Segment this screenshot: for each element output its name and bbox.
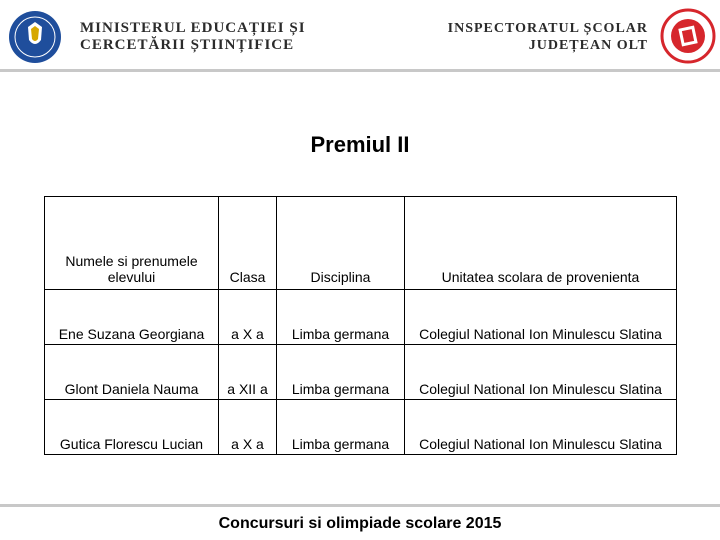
student-school: Colegiul National Ion Minulescu Slatina xyxy=(405,400,677,455)
student-discipline: Limba germana xyxy=(277,290,405,345)
table-row xyxy=(45,400,677,455)
column-header-school: Unitatea scolara de provenienta xyxy=(405,197,677,290)
isj-olt-logo-icon xyxy=(660,8,716,64)
inspectorate-name: INSPECTORATUL ȘCOLAR JUDEȚEAN OLT xyxy=(447,21,648,53)
table-row xyxy=(45,290,677,345)
page-title: Premiul II xyxy=(310,132,410,157)
student-class: a XII a xyxy=(219,345,277,400)
footer-text: Concursuri si olimpiade scolare 2015 xyxy=(218,515,502,532)
student-school: Colegiul National Ion Minulescu Slatina xyxy=(405,290,677,345)
awards-table xyxy=(44,196,677,455)
student-discipline: Limba germana xyxy=(277,400,405,455)
footer-divider xyxy=(0,504,720,507)
ministry-name: MINISTERUL EDUCAȚIEI ȘI CERCETĂRII ȘTIINȚIFICE xyxy=(80,20,306,53)
page-header xyxy=(0,0,720,72)
header-divider xyxy=(0,69,720,72)
student-name: Gutica Florescu Lucian xyxy=(45,400,219,455)
column-header-discipline: Disciplina xyxy=(277,197,405,290)
table-row xyxy=(45,345,677,400)
student-class: a X a xyxy=(219,400,277,455)
column-header-name: Numele si prenumele elevului xyxy=(45,197,219,290)
student-name: Glont Daniela Nauma xyxy=(45,345,219,400)
student-discipline: Limba germana xyxy=(277,345,405,400)
student-school: Colegiul National Ion Minulescu Slatina xyxy=(405,345,677,400)
student-class: a X a xyxy=(219,290,277,345)
column-header-class: Clasa xyxy=(219,197,277,290)
romania-coat-of-arms-icon xyxy=(8,10,62,64)
student-name: Ene Suzana Georgiana xyxy=(45,290,219,345)
table-header-row xyxy=(45,197,677,290)
